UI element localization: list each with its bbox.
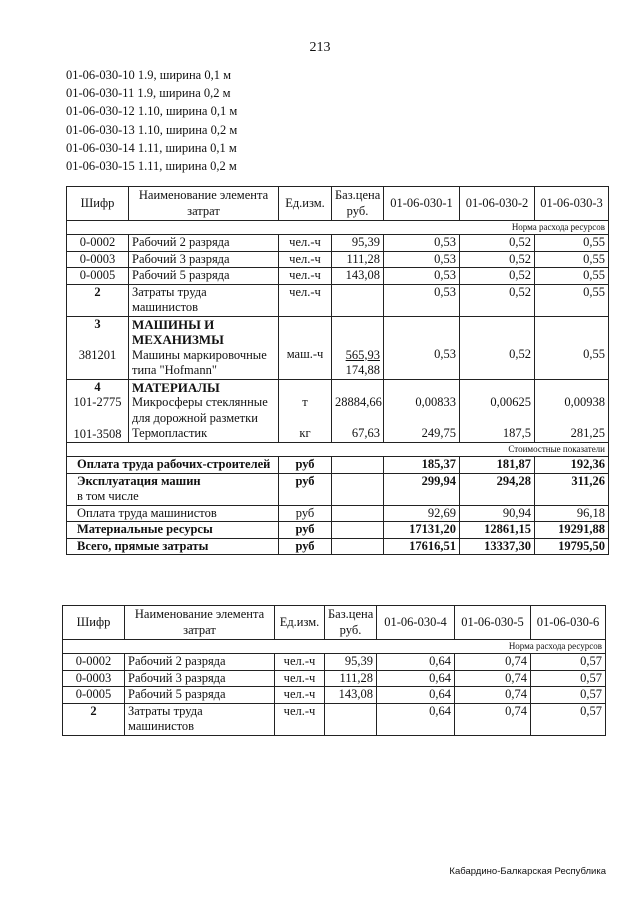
labor-name: Затраты труда машинистов [129, 284, 279, 316]
header-price: Баз.цена руб. [332, 187, 384, 221]
code-line: 01-06-030-14 1.11, ширина 0,1 м [66, 140, 237, 155]
machines-price-top: 565,93 [345, 347, 380, 362]
footer-region: Кабардино-Балкарская Республика [449, 866, 606, 877]
cost-row [67, 473, 609, 505]
materials-group-code: 4 [94, 379, 101, 394]
labor-value-3: 0,57 [531, 703, 606, 735]
table-row [63, 654, 606, 671]
code-list [66, 66, 237, 175]
labor-price [325, 703, 377, 735]
row-value-2: 0,74 [455, 670, 531, 687]
machines-price-bottom: 174,88 [345, 363, 380, 377]
cost-value-1: 92,69 [384, 505, 460, 522]
material-value-2: 0,00625 [490, 394, 531, 409]
material-value-1: 249,75 [421, 426, 456, 440]
labor-name: Затраты труда машинистов [125, 703, 275, 735]
header-col-5: 01-06-030-5 [455, 606, 531, 640]
labor-code: 2 [63, 703, 125, 735]
row-value-1: 0,64 [377, 670, 455, 687]
row-name: Рабочий 2 разряда [129, 235, 279, 252]
row-code: 0-0003 [67, 251, 129, 268]
row-value-3: 0,55 [535, 251, 609, 268]
header-name: Наименование элемента затрат [125, 606, 275, 640]
cost-value-1: 17131,20 [384, 522, 460, 539]
table-row [67, 251, 609, 268]
row-value-3: 0,55 [535, 235, 609, 252]
row-value-1: 0,64 [377, 654, 455, 671]
machines-value-3: 0,55 [535, 316, 609, 379]
cost-value-3: 19291,88 [535, 522, 609, 539]
norm-label: Норма расхода ресурсов [67, 221, 609, 235]
row-name: Рабочий 3 разряда [125, 670, 275, 687]
row-unit: чел.-ч [275, 687, 325, 704]
cost-value-3: 311,26 [535, 473, 609, 505]
header-unit: Ед.изм. [275, 606, 325, 640]
materials-group-name: МАТЕРИАЛЫ [132, 379, 220, 395]
table-row [63, 670, 606, 687]
row-name: Рабочий 5 разряда [129, 268, 279, 285]
material-value-3: 281,25 [570, 426, 605, 440]
row-name: Рабочий 5 разряда [125, 687, 275, 704]
row-price: 143,08 [332, 268, 384, 285]
cost-value-2: 181,87 [460, 457, 535, 474]
row-value-3: 0,55 [535, 268, 609, 285]
cost-row [67, 538, 609, 555]
code-line: 01-06-030-10 1.9, ширина 0,1 м [66, 68, 232, 82]
cost-value-1: 17616,51 [384, 538, 460, 555]
labor-unit: чел.-ч [275, 703, 325, 735]
cost-name: Оплата труда рабочих-строителей [67, 457, 279, 474]
machines-row [67, 316, 609, 379]
labor-value-1: 0,64 [377, 703, 455, 735]
header-unit: Ед.изм. [279, 187, 332, 221]
cost-unit: руб [279, 505, 332, 522]
header-name: Наименование элемента затрат [129, 187, 279, 221]
machines-group-code: 3 [94, 316, 101, 331]
labor-row [63, 703, 606, 735]
cost-value-3: 96,18 [535, 505, 609, 522]
code-line: 01-06-030-12 1.10, ширина 0,1 м [66, 104, 238, 119]
labor-row [67, 284, 609, 316]
header-col-2: 01-06-030-2 [460, 187, 535, 221]
material-value-3: 0,00938 [564, 394, 605, 409]
material-unit: т [302, 394, 308, 409]
machines-name: Машины маркировочные типа "Hofmann" [132, 347, 267, 377]
code-line: 01-06-030-15 1.11, ширина 0,2 м [66, 159, 237, 174]
cost-value-1: 299,94 [384, 473, 460, 505]
row-value-2: 0,74 [455, 687, 531, 704]
labor-value-1: 0,53 [384, 284, 460, 316]
header-code: Шифр [67, 187, 129, 221]
cost-value-3: 19795,50 [535, 538, 609, 555]
header-col-3: 01-06-030-3 [535, 187, 609, 221]
row-price: 95,39 [325, 654, 377, 671]
row-price: 111,28 [332, 251, 384, 268]
norm-label: Норма расхода ресурсов [63, 640, 606, 654]
header-col-1: 01-06-030-1 [384, 187, 460, 221]
table-row [67, 268, 609, 285]
row-code: 0-0005 [67, 268, 129, 285]
cost-row [67, 505, 609, 522]
header-price: Баз.цена руб. [325, 606, 377, 640]
code-line: 01-06-030-13 1.10, ширина 0,2 м [66, 122, 238, 137]
cost-value-1: 185,37 [384, 457, 460, 474]
row-unit: чел.-ч [275, 670, 325, 687]
material-price: 67,63 [351, 426, 380, 440]
row-code: 0-0003 [63, 670, 125, 687]
row-value-1: 0,64 [377, 687, 455, 704]
cost-unit: руб [279, 473, 332, 505]
row-unit: чел.-ч [279, 251, 332, 268]
row-name: Рабочий 3 разряда [129, 251, 279, 268]
row-code: 0-0002 [67, 235, 129, 252]
material-name: Микросферы стеклянные для дорожной разметки [132, 395, 268, 425]
cost-name: Материальные ресурсы [67, 522, 279, 539]
table-row [63, 687, 606, 704]
row-unit: чел.-ч [279, 235, 332, 252]
header-code: Шифр [63, 606, 125, 640]
row-unit: чел.-ч [279, 268, 332, 285]
machines-group-name: МАШИНЫ И МЕХАНИЗМЫ [132, 316, 224, 347]
page-number: 213 [309, 40, 331, 55]
row-price: 95,39 [332, 235, 384, 252]
row-value-2: 0,52 [460, 268, 535, 285]
cost-value-2: 90,94 [460, 505, 535, 522]
material-code: 101-3508 [73, 426, 122, 441]
row-name: Рабочий 2 разряда [125, 654, 275, 671]
row-code: 0-0002 [63, 654, 125, 671]
cost-name: Эксплуатация машин [77, 473, 201, 488]
labor-unit: чел.-ч [279, 284, 332, 316]
material-code: 101-2775 [73, 395, 122, 409]
labor-value-3: 0,55 [535, 284, 609, 316]
labor-value-2: 0,74 [455, 703, 531, 735]
norm-label-row [63, 640, 606, 654]
cost-label-row [67, 443, 609, 457]
machines-code: 381201 [78, 348, 117, 362]
cost-name: Всего, прямые затраты [67, 538, 279, 555]
cost-label: Стоимостные показатели [67, 443, 609, 457]
norms-table-1 [66, 186, 609, 555]
cost-value-2: 13337,30 [460, 538, 535, 555]
norm-label-row [67, 221, 609, 235]
code-line: 01-06-030-11 1.9, ширина 0,2 м [66, 86, 231, 101]
machines-value-1: 0,53 [384, 316, 460, 379]
cost-name: Оплата труда машинистов [67, 505, 279, 522]
cost-row [67, 457, 609, 474]
material-unit: кг [299, 426, 311, 440]
cost-value-2: 294,28 [460, 473, 535, 505]
table-row [67, 235, 609, 252]
row-price: 143,08 [325, 687, 377, 704]
cost-value-3: 192,36 [535, 457, 609, 474]
material-price: 28884,66 [335, 394, 382, 409]
row-price: 111,28 [325, 670, 377, 687]
row-value-1: 0,53 [384, 235, 460, 252]
row-value-2: 0,74 [455, 654, 531, 671]
cost-unit: руб [279, 538, 332, 555]
cost-unit: руб [279, 457, 332, 474]
labor-code: 2 [67, 284, 129, 316]
row-value-1: 0,53 [384, 251, 460, 268]
materials-row [67, 379, 609, 443]
header-col-6: 01-06-030-6 [531, 606, 606, 640]
row-value-3: 0,57 [531, 687, 606, 704]
row-value-1: 0,53 [384, 268, 460, 285]
cost-unit: руб [279, 522, 332, 539]
row-code: 0-0005 [63, 687, 125, 704]
row-value-3: 0,57 [531, 654, 606, 671]
cost-value-2: 12861,15 [460, 522, 535, 539]
material-value-1: 0,00833 [415, 394, 456, 409]
cost-row [67, 522, 609, 539]
row-value-2: 0,52 [460, 251, 535, 268]
row-value-2: 0,52 [460, 235, 535, 252]
cost-subname: в том числе [77, 489, 139, 503]
material-name: Термопластик [132, 426, 208, 440]
row-unit: чел.-ч [275, 654, 325, 671]
labor-price [332, 284, 384, 316]
labor-value-2: 0,52 [460, 284, 535, 316]
machines-unit: маш.-ч [279, 316, 332, 379]
row-value-3: 0,57 [531, 670, 606, 687]
header-col-4: 01-06-030-4 [377, 606, 455, 640]
material-value-2: 187,5 [502, 426, 531, 440]
machines-value-2: 0,52 [460, 316, 535, 379]
norms-table-2 [62, 605, 606, 736]
